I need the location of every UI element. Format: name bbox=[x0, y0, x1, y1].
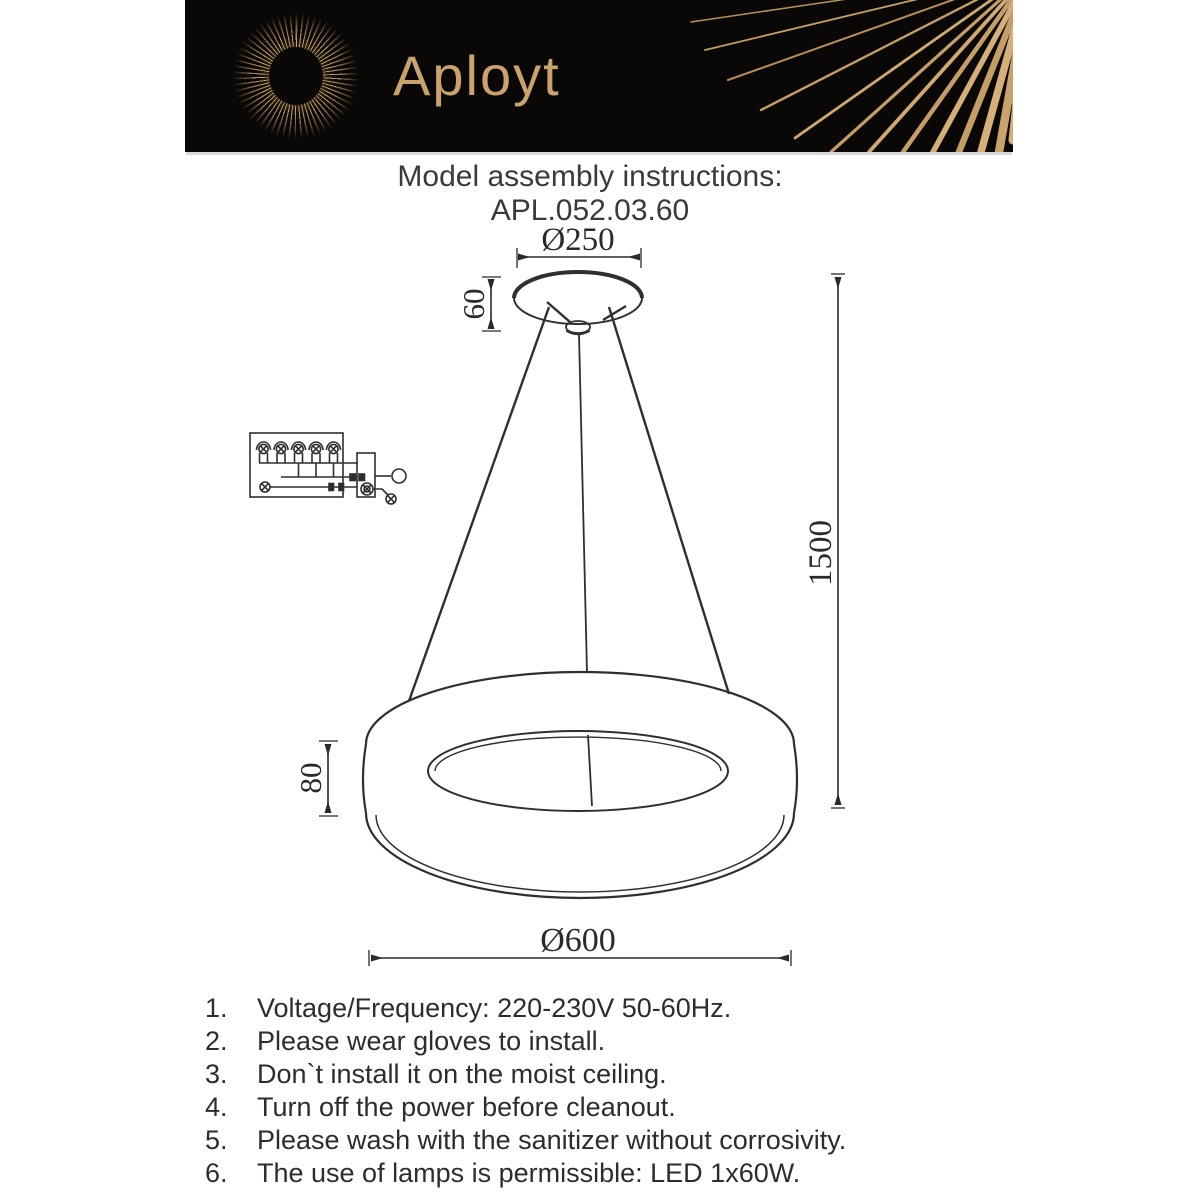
item-number: 6. bbox=[205, 1158, 228, 1188]
list-item bbox=[205, 1058, 1055, 1091]
item-number: 5. bbox=[205, 1125, 228, 1155]
item-number: 2. bbox=[205, 1026, 228, 1056]
item-number: 4. bbox=[205, 1092, 228, 1122]
item-text: The use of lamps is permissible: LED 1x60W. bbox=[257, 1158, 801, 1188]
model-code: APL.052.03.60 bbox=[490, 194, 690, 227]
item-number: 1. bbox=[205, 993, 228, 1023]
dim-canopy-diameter-label: Ø250 bbox=[541, 222, 615, 258]
list-item bbox=[205, 1025, 1055, 1058]
item-number: 3. bbox=[205, 1059, 228, 1089]
item-text: Please wash with the sanitizer without corrosivity. bbox=[257, 1125, 847, 1155]
terminal-symbols bbox=[257, 442, 341, 463]
list-item bbox=[205, 1091, 1055, 1124]
dim-suspension-length-label: 1500 bbox=[803, 520, 839, 586]
canopy-drawing bbox=[514, 272, 642, 335]
dim-ring-height-label: 80 bbox=[293, 762, 328, 794]
item-text: Voltage/Frequency: 220-230V 50-60Hz. bbox=[257, 993, 732, 1023]
page-title: Model assembly instructions: bbox=[397, 160, 783, 193]
list-item bbox=[205, 992, 1055, 1025]
brand-name: Aployt bbox=[393, 44, 561, 107]
wiring-diagram bbox=[250, 433, 406, 504]
list-item bbox=[205, 1124, 1055, 1157]
list-item bbox=[205, 1157, 1055, 1190]
item-text: Please wear gloves to install. bbox=[257, 1026, 606, 1056]
item-text: Turn off the power before cleanout. bbox=[257, 1092, 676, 1122]
dim-ring-diameter-label: Ø600 bbox=[540, 922, 616, 959]
instructions-list bbox=[205, 992, 1055, 1190]
ring-drawing bbox=[363, 672, 797, 898]
item-text: Don`t install it on the moist ceiling. bbox=[257, 1059, 667, 1089]
dim-canopy-height-label: 60 bbox=[456, 288, 491, 320]
